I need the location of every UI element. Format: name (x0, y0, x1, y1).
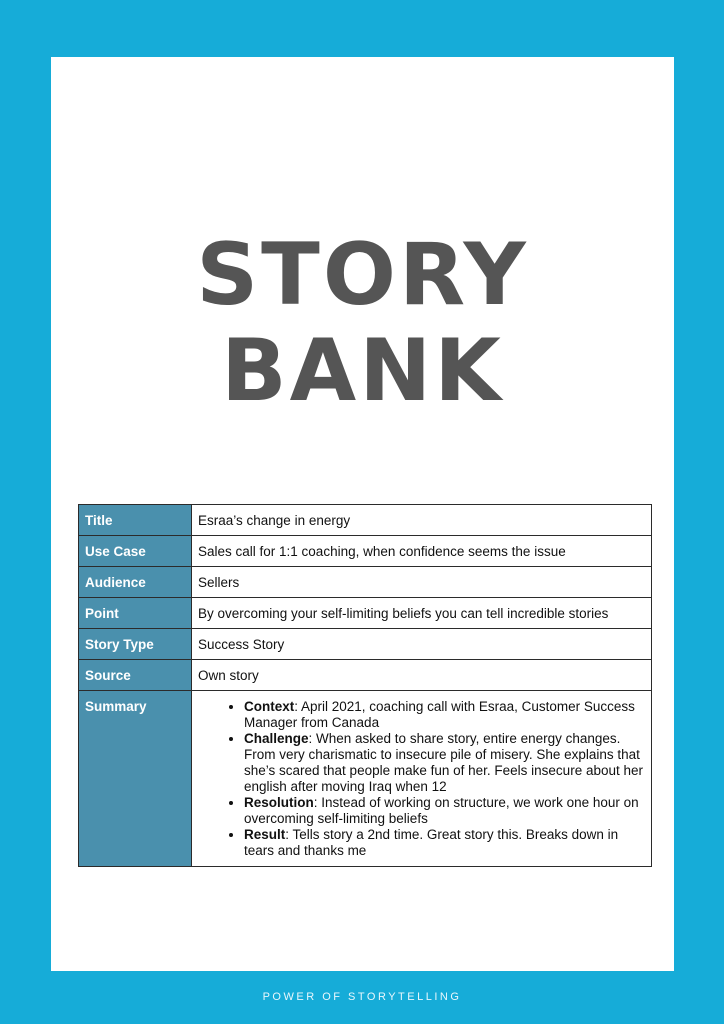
row-label-source: Source (79, 660, 192, 691)
summary-text: : When asked to share story, entire energy changes. From very charismatic to insecure pile of misery. She explains that she’s scared that people make fun of her. Feels insecure about her english after moving Iraq when 12 (244, 731, 643, 794)
summary-key: Context (244, 699, 295, 714)
row-label-summary: Summary (79, 691, 192, 867)
footer-text: POWER OF STORYTELLING (262, 991, 462, 1003)
row-value-summary (192, 691, 652, 867)
title-line-bank: BANK (221, 321, 504, 421)
table-row (79, 536, 652, 567)
summary-item-context (244, 699, 645, 731)
row-value-point: By overcoming your self-limiting beliefs you can tell incredible stories (192, 598, 652, 629)
summary-item-resolution (244, 795, 645, 827)
table-row (79, 629, 652, 660)
summary-text: : Instead of working on structure, we work one hour on overcoming self-limiting beliefs (244, 795, 639, 826)
table-row (79, 598, 652, 629)
summary-text: : Tells story a 2nd time. Great story this. Breaks down in tears and thanks me (244, 827, 619, 858)
row-value-story-type: Success Story (192, 629, 652, 660)
table-row (79, 660, 652, 691)
summary-key: Challenge (244, 731, 309, 746)
row-label-audience: Audience (79, 567, 192, 598)
title-line-story: STORY (196, 225, 529, 325)
page-title (51, 227, 674, 419)
row-label-use-case: Use Case (79, 536, 192, 567)
row-value-audience: Sellers (192, 567, 652, 598)
row-value-source: Own story (192, 660, 652, 691)
row-label-story-type: Story Type (79, 629, 192, 660)
summary-key: Result (244, 827, 286, 842)
row-value-use-case: Sales call for 1:1 coaching, when confidence seems the issue (192, 536, 652, 567)
document-page (51, 57, 674, 971)
summary-key: Resolution (244, 795, 314, 810)
row-label-title: Title (79, 505, 192, 536)
row-value-title: Esraa’s change in energy (192, 505, 652, 536)
summary-item-challenge (244, 731, 645, 795)
summary-text: : April 2021, coaching call with Esraa, Customer Success Manager from Canada (244, 699, 635, 730)
summary-item-result (244, 827, 645, 859)
row-label-point: Point (79, 598, 192, 629)
table-row (79, 691, 652, 867)
table-row (79, 505, 652, 536)
summary-list (198, 699, 645, 859)
story-table (78, 504, 652, 867)
table-row (79, 567, 652, 598)
